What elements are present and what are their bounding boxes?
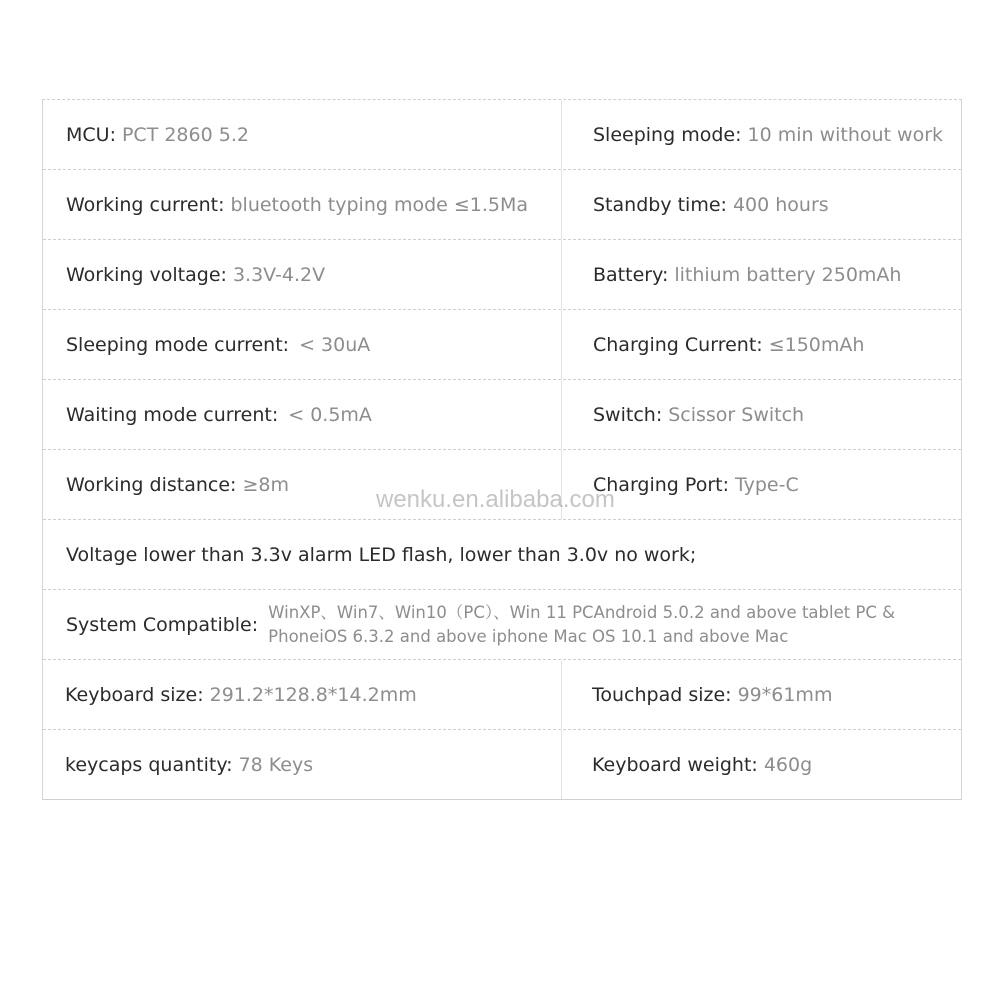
spec-cell-keyboard-size: [43, 660, 562, 729]
spec-cell-standby-time: [562, 170, 961, 239]
spec-cell-working-distance: [43, 450, 562, 519]
spec-cell-mcu: [43, 100, 562, 169]
spec-value: 78 Keys: [238, 753, 314, 776]
spec-value: ≤150mAh: [768, 333, 865, 356]
spec-cell-sleeping-mode: [562, 100, 961, 169]
spec-label: Keyboard weight:: [592, 753, 758, 776]
spec-row-working-distance: [43, 450, 961, 520]
spec-label: MCU:: [66, 123, 116, 146]
spec-row-size: [43, 660, 961, 730]
spec-value: 99*61mm: [737, 683, 833, 706]
spec-row-working-current: [43, 170, 961, 240]
spec-cell-system-compatible: [43, 590, 961, 659]
spec-value: 3.3V-4.2V: [232, 263, 326, 286]
spec-value: < 0.5mA: [288, 403, 372, 426]
spec-value: PCT 2860 5.2: [121, 123, 249, 146]
spec-row-keys-weight: [43, 730, 961, 800]
spec-label: Waiting mode current:: [66, 403, 279, 426]
spec-label: System Compatible:: [66, 613, 259, 636]
spec-label: Keyboard size:: [65, 683, 204, 706]
spec-value: ≥8m: [242, 473, 289, 496]
spec-value-compatible: [268, 601, 895, 649]
spec-row-waiting-current: [43, 380, 961, 450]
spec-note: Voltage lower than 3.3v alarm LED flash, lower than 3.0v no work;: [66, 543, 697, 566]
spec-cell-keycaps-quantity: [43, 730, 562, 799]
spec-row-mcu: [43, 100, 961, 170]
spec-cell-keyboard-weight: [562, 730, 961, 799]
spec-value: 400 hours: [732, 193, 829, 216]
spec-value: lithium battery 250mAh: [674, 263, 902, 286]
spec-label: Battery:: [593, 263, 669, 286]
spec-label: Working voltage:: [66, 263, 227, 286]
spec-label: Switch:: [593, 403, 663, 426]
spec-label: Standby time:: [593, 193, 727, 216]
spec-row-voltage-alarm: [43, 520, 961, 590]
spec-value: 291.2*128.8*14.2mm: [209, 683, 417, 706]
spec-value: Scissor Switch: [668, 403, 805, 426]
spec-value: < 30uA: [299, 333, 371, 356]
spec-cell-switch: [562, 380, 961, 449]
spec-value: bluetooth typing mode ≤1.5Ma: [230, 193, 529, 216]
spec-cell-charging-port: [562, 450, 961, 519]
spec-label: Touchpad size:: [592, 683, 732, 706]
spec-label: Sleeping mode current:: [66, 333, 290, 356]
spec-row-sleeping-current: [43, 310, 961, 380]
spec-cell-touchpad-size: [562, 660, 961, 729]
spec-value: 10 min without work: [747, 123, 944, 146]
spec-cell-voltage-alarm: [43, 520, 961, 589]
spec-cell-working-current: [43, 170, 562, 239]
spec-row-working-voltage: [43, 240, 961, 310]
spec-label: Sleeping mode:: [593, 123, 742, 146]
compat-line-1: WinXP、Win7、Win10（PC）、Win 11 PCAndroid 5.0.2 and above tablet PC &: [268, 602, 896, 622]
spec-cell-battery: [562, 240, 961, 309]
spec-label: Charging Port:: [593, 473, 729, 496]
spec-cell-waiting-mode-current: [43, 380, 562, 449]
spec-table: [42, 99, 962, 800]
spec-label: Working distance:: [66, 473, 237, 496]
spec-row-system-compatible: [43, 590, 961, 660]
spec-cell-charging-current: [562, 310, 961, 379]
spec-value: Type-C: [734, 473, 799, 496]
spec-value: 460g: [763, 753, 813, 776]
spec-cell-working-voltage: [43, 240, 562, 309]
compat-line-2: PhoneiOS 6.3.2 and above iphone Mac OS 10.1 and above Mac: [268, 626, 789, 646]
spec-label: Working current:: [66, 193, 225, 216]
spec-label: keycaps quantity:: [65, 753, 233, 776]
watermark-text: wenku.en.alibaba.com: [376, 486, 615, 513]
spec-label: Charging Current:: [593, 333, 763, 356]
spec-cell-sleeping-mode-current: [43, 310, 562, 379]
